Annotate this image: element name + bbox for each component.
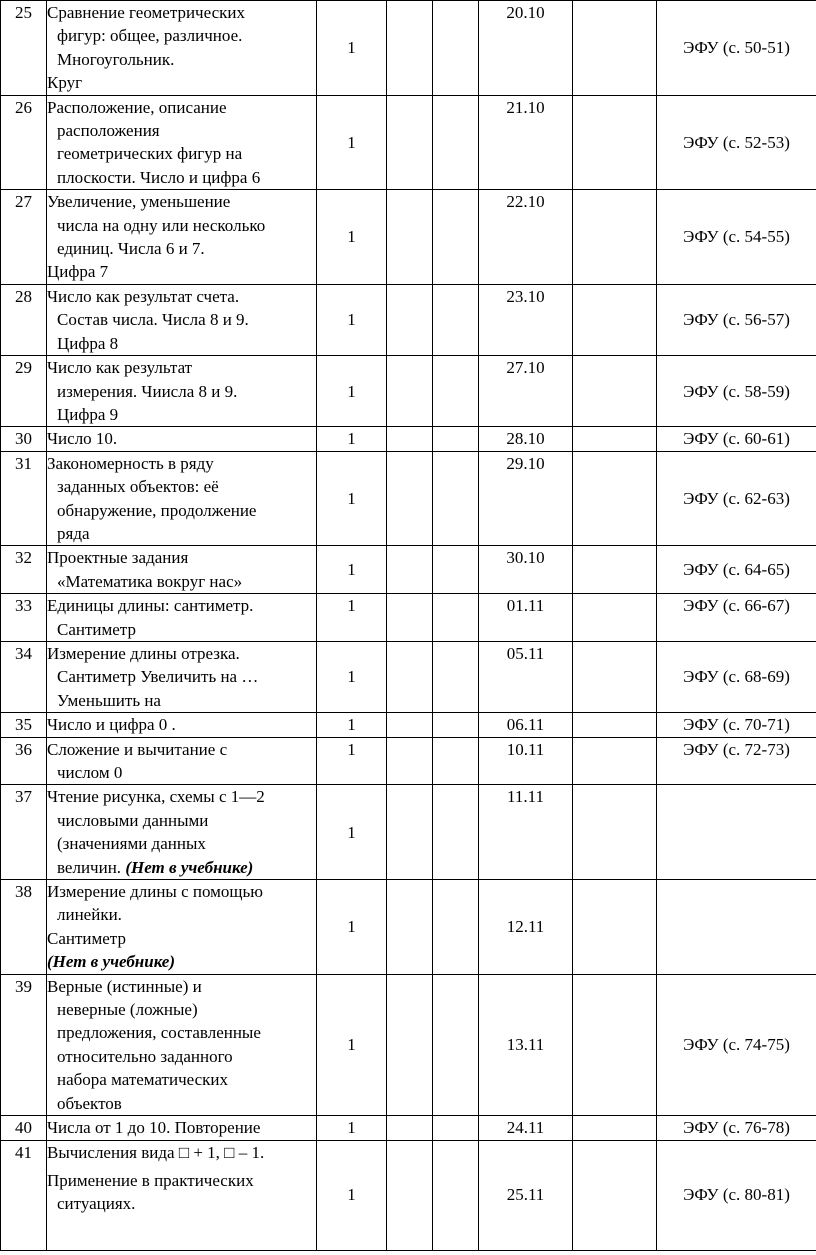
topic-line xyxy=(47,48,316,71)
empty-cell xyxy=(387,546,433,594)
lesson-number: 28 xyxy=(1,284,47,355)
lesson-hours: 1 xyxy=(317,356,387,427)
digital-resource: ЭФУ (с. 60-61) xyxy=(657,427,816,451)
topic-line xyxy=(47,594,316,617)
lesson-topic xyxy=(47,427,317,451)
empty-cell xyxy=(573,1140,657,1250)
empty-cell xyxy=(573,427,657,451)
topic-text: числа на одну или несколько xyxy=(57,215,266,235)
lesson-hours: 1 xyxy=(317,1116,387,1140)
topic-line xyxy=(47,24,316,47)
lesson-date: 20.10 xyxy=(479,1,573,96)
topic-text: Уменьшить на xyxy=(57,690,161,710)
topic-text: единиц. Числа 6 и 7. xyxy=(57,239,205,259)
table-row xyxy=(1,785,816,880)
topic-line xyxy=(47,403,316,426)
lesson-topic xyxy=(47,594,317,642)
empty-cell xyxy=(387,1,433,96)
topic-line xyxy=(47,166,316,189)
topic-line xyxy=(47,856,316,879)
table-row xyxy=(1,1140,816,1250)
topic-line xyxy=(47,1092,316,1115)
lesson-topic xyxy=(47,974,317,1115)
topic-text: Числа от 1 до 10. Повторение xyxy=(47,1118,261,1138)
topic-line xyxy=(47,119,316,142)
lesson-hours: 1 xyxy=(317,427,387,451)
digital-resource: ЭФУ (с. 50-51) xyxy=(657,1,816,96)
empty-cell xyxy=(573,284,657,355)
topic-text: неверные (ложные) xyxy=(57,1000,198,1020)
topic-line xyxy=(47,1045,316,1068)
topic-text: фигур: общее, различное. xyxy=(57,26,243,46)
lesson-number: 39 xyxy=(1,974,47,1115)
lesson-date: 22.10 xyxy=(479,190,573,285)
lesson-number: 30 xyxy=(1,427,47,451)
topic-text: Сантиметр xyxy=(47,928,126,948)
digital-resource: ЭФУ (с. 76-78) xyxy=(657,1116,816,1140)
empty-cell xyxy=(387,713,433,737)
topic-text: Применение в практических xyxy=(47,1170,254,1190)
empty-cell xyxy=(573,785,657,880)
table-row xyxy=(1,594,816,642)
table-body xyxy=(1,1,816,1251)
digital-resource: ЭФУ (с. 80-81) xyxy=(657,1140,816,1250)
topic-line xyxy=(47,332,316,355)
topic-line xyxy=(47,96,316,119)
topic-line xyxy=(47,356,316,379)
lesson-date: 11.11 xyxy=(479,785,573,880)
lesson-topic xyxy=(47,451,317,546)
topic-text: Увеличение, уменьшение xyxy=(47,192,231,212)
topic-line xyxy=(47,475,316,498)
lesson-topic xyxy=(47,95,317,190)
topic-line xyxy=(47,618,316,641)
lesson-topic xyxy=(47,737,317,785)
empty-cell xyxy=(387,785,433,880)
topic-text: предложения, составленные xyxy=(57,1023,261,1043)
lesson-number: 31 xyxy=(1,451,47,546)
digital-resource: ЭФУ (с. 52-53) xyxy=(657,95,816,190)
topic-text: Многоугольник. xyxy=(57,49,175,69)
not-in-textbook-note: (Нет в учебнике) xyxy=(125,857,254,877)
topic-text: измерения. Чиисла 8 и 9. xyxy=(57,381,238,401)
lesson-topic xyxy=(47,880,317,975)
empty-cell xyxy=(433,974,479,1115)
topic-line xyxy=(47,237,316,260)
digital-resource: ЭФУ (с. 74-75) xyxy=(657,974,816,1115)
lesson-date: 24.11 xyxy=(479,1116,573,1140)
topic-text: линейки. xyxy=(57,905,122,925)
lesson-topic xyxy=(47,1140,317,1250)
topic-line xyxy=(47,308,316,331)
lesson-hours: 1 xyxy=(317,284,387,355)
empty-cell xyxy=(433,451,479,546)
topic-text: числовыми данными xyxy=(57,810,209,830)
topic-line xyxy=(47,285,316,308)
topic-line xyxy=(47,642,316,665)
table-row xyxy=(1,427,816,451)
empty-cell xyxy=(433,594,479,642)
topic-text: «Математика вокруг нас» xyxy=(57,571,243,591)
empty-cell xyxy=(573,546,657,594)
digital-resource xyxy=(657,785,816,880)
topic-text: Цифра 7 xyxy=(47,262,109,282)
topic-line xyxy=(47,1141,316,1164)
lesson-number: 26 xyxy=(1,95,47,190)
empty-cell xyxy=(573,451,657,546)
topic-text: Состав числа. Числа 8 и 9. xyxy=(57,310,249,330)
topic-line xyxy=(47,1021,316,1044)
topic-line xyxy=(47,499,316,522)
topic-text: Круг xyxy=(47,73,83,93)
empty-cell xyxy=(433,737,479,785)
not-in-textbook-note: (Нет в учебнике) xyxy=(47,952,176,972)
lesson-date: 10.11 xyxy=(479,737,573,785)
empty-cell xyxy=(573,641,657,712)
empty-cell xyxy=(387,737,433,785)
empty-cell xyxy=(573,95,657,190)
lesson-number: 32 xyxy=(1,546,47,594)
lesson-hours: 1 xyxy=(317,451,387,546)
topic-line xyxy=(47,761,316,784)
lesson-date: 25.11 xyxy=(479,1140,573,1250)
topic-text: величин. xyxy=(57,857,126,877)
digital-resource: ЭФУ (с. 58-59) xyxy=(657,356,816,427)
empty-cell xyxy=(433,713,479,737)
empty-cell xyxy=(573,737,657,785)
table-row xyxy=(1,880,816,975)
table-row xyxy=(1,190,816,285)
lesson-topic xyxy=(47,190,317,285)
topic-text: геометрических фигур на xyxy=(57,144,243,164)
lesson-topic xyxy=(47,284,317,355)
lesson-topic xyxy=(47,356,317,427)
lesson-topic xyxy=(47,785,317,880)
lesson-hours: 1 xyxy=(317,594,387,642)
empty-cell xyxy=(433,1,479,96)
topic-line xyxy=(47,832,316,855)
lesson-hours: 1 xyxy=(317,1140,387,1250)
lesson-number: 40 xyxy=(1,1116,47,1140)
empty-cell xyxy=(387,641,433,712)
empty-cell xyxy=(387,284,433,355)
digital-resource: ЭФУ (с. 54-55) xyxy=(657,190,816,285)
topic-line xyxy=(47,785,316,808)
topic-line xyxy=(47,1169,316,1192)
digital-resource: ЭФУ (с. 68-69) xyxy=(657,641,816,712)
topic-text: ситуациях. xyxy=(57,1194,136,1214)
lesson-hours: 1 xyxy=(317,713,387,737)
empty-cell xyxy=(433,785,479,880)
empty-cell xyxy=(433,546,479,594)
topic-line xyxy=(47,927,316,950)
empty-cell xyxy=(387,427,433,451)
digital-resource: ЭФУ (с. 64-65) xyxy=(657,546,816,594)
empty-cell xyxy=(433,641,479,712)
lesson-number: 35 xyxy=(1,713,47,737)
table-row xyxy=(1,546,816,594)
topic-text: Число как результат счета. xyxy=(47,286,240,306)
lesson-number: 38 xyxy=(1,880,47,975)
lesson-date: 30.10 xyxy=(479,546,573,594)
topic-line xyxy=(47,809,316,832)
topic-line xyxy=(47,665,316,688)
lesson-topic xyxy=(47,641,317,712)
topic-line xyxy=(47,522,316,545)
empty-cell xyxy=(387,190,433,285)
empty-cell xyxy=(387,594,433,642)
topic-text: плоскости. Число и цифра 6 xyxy=(57,167,261,187)
topic-text: заданных объектов: её xyxy=(57,477,219,497)
empty-cell xyxy=(573,880,657,975)
lesson-topic xyxy=(47,1116,317,1140)
lesson-number: 29 xyxy=(1,356,47,427)
empty-cell xyxy=(573,974,657,1115)
empty-cell xyxy=(433,1116,479,1140)
topic-line xyxy=(47,214,316,237)
lesson-number: 27 xyxy=(1,190,47,285)
topic-text: Закономерность в ряду xyxy=(47,453,214,473)
lesson-hours: 1 xyxy=(317,190,387,285)
topic-text: Сантиметр xyxy=(57,619,136,639)
empty-cell xyxy=(387,356,433,427)
lesson-hours: 1 xyxy=(317,880,387,975)
lesson-number: 36 xyxy=(1,737,47,785)
empty-cell xyxy=(387,1140,433,1250)
topic-line xyxy=(47,689,316,712)
lesson-number: 34 xyxy=(1,641,47,712)
digital-resource xyxy=(657,880,816,975)
table-row xyxy=(1,356,816,427)
topic-text: обнаружение, продолжение xyxy=(57,500,257,520)
empty-cell xyxy=(573,356,657,427)
empty-cell xyxy=(387,451,433,546)
topic-line xyxy=(47,546,316,569)
topic-line xyxy=(47,950,316,973)
topic-line xyxy=(47,1,316,24)
lesson-date: 13.11 xyxy=(479,974,573,1115)
topic-text: Измерение длины с помощью xyxy=(47,882,263,902)
lesson-date: 01.11 xyxy=(479,594,573,642)
lesson-number: 33 xyxy=(1,594,47,642)
table-row xyxy=(1,1116,816,1140)
topic-text: Сравнение геометрических xyxy=(47,3,245,22)
topic-line xyxy=(47,903,316,926)
topic-line xyxy=(47,880,316,903)
digital-resource: ЭФУ (с. 66-67) xyxy=(657,594,816,642)
topic-line xyxy=(47,260,316,283)
lesson-topic xyxy=(47,1,317,96)
empty-cell xyxy=(387,95,433,190)
lesson-hours: 1 xyxy=(317,1,387,96)
topic-text: набора математических xyxy=(57,1070,229,1090)
topic-text: Единицы длины: сантиметр. xyxy=(47,596,254,616)
topic-line xyxy=(47,452,316,475)
lesson-date: 05.11 xyxy=(479,641,573,712)
digital-resource: ЭФУ (с. 56-57) xyxy=(657,284,816,355)
topic-line xyxy=(47,713,316,736)
table-row xyxy=(1,737,816,785)
lesson-hours: 1 xyxy=(317,95,387,190)
lesson-hours: 1 xyxy=(317,785,387,880)
topic-text: относительно заданного xyxy=(57,1046,233,1066)
topic-text: расположения xyxy=(57,121,160,141)
empty-cell xyxy=(433,427,479,451)
empty-cell xyxy=(387,974,433,1115)
topic-text: Вычисления вида □ + 1, □ – 1. xyxy=(47,1142,265,1162)
topic-text: ряда xyxy=(57,523,90,543)
lesson-date: 27.10 xyxy=(479,356,573,427)
topic-text: Измерение длины отрезка. xyxy=(47,643,240,663)
empty-cell xyxy=(573,1,657,96)
lesson-date: 29.10 xyxy=(479,451,573,546)
topic-text: Цифра 9 xyxy=(57,404,119,424)
topic-line xyxy=(47,998,316,1021)
empty-cell xyxy=(433,1140,479,1250)
topic-line xyxy=(47,738,316,761)
topic-line xyxy=(47,427,316,450)
topic-line xyxy=(47,1116,316,1139)
topic-text: числом 0 xyxy=(57,763,123,782)
topic-line xyxy=(47,190,316,213)
empty-cell xyxy=(433,284,479,355)
topic-line xyxy=(47,71,316,94)
digital-resource: ЭФУ (с. 72-73) xyxy=(657,737,816,785)
topic-text: Расположение, описание xyxy=(47,97,227,117)
lesson-hours: 1 xyxy=(317,737,387,785)
topic-text: Число и цифра 0 . xyxy=(47,715,176,735)
topic-line xyxy=(47,1068,316,1091)
topic-text: Чтение рисунка, схемы с 1—2 xyxy=(47,787,265,807)
topic-text: Сложение и вычитание с xyxy=(47,739,228,759)
empty-cell xyxy=(433,190,479,285)
table-row xyxy=(1,713,816,737)
digital-resource: ЭФУ (с. 70-71) xyxy=(657,713,816,737)
empty-cell xyxy=(387,1116,433,1140)
table-row xyxy=(1,451,816,546)
topic-text: Сантиметр Увеличить на … xyxy=(57,667,259,687)
table-row xyxy=(1,95,816,190)
topic-line xyxy=(47,1192,316,1215)
empty-cell xyxy=(573,190,657,285)
empty-cell xyxy=(433,356,479,427)
topic-text: Число 10. xyxy=(47,429,118,449)
lesson-date: 23.10 xyxy=(479,284,573,355)
lesson-number: 25 xyxy=(1,1,47,96)
lesson-date: 12.11 xyxy=(479,880,573,975)
lesson-hours: 1 xyxy=(317,546,387,594)
lesson-hours: 1 xyxy=(317,641,387,712)
lesson-number: 37 xyxy=(1,785,47,880)
topic-line xyxy=(47,570,316,593)
topic-text: Цифра 8 xyxy=(57,333,119,353)
empty-cell xyxy=(573,713,657,737)
empty-cell xyxy=(573,1116,657,1140)
lesson-date: 06.11 xyxy=(479,713,573,737)
lesson-date: 28.10 xyxy=(479,427,573,451)
topic-text: Проектные задания xyxy=(47,548,189,568)
table-row xyxy=(1,974,816,1115)
lesson-date: 21.10 xyxy=(479,95,573,190)
topic-text: Верные (истинные) и xyxy=(47,976,202,996)
lesson-number: 41 xyxy=(1,1140,47,1250)
lesson-topic xyxy=(47,713,317,737)
topic-line xyxy=(47,975,316,998)
topic-line xyxy=(47,142,316,165)
topic-text: (значениями данных xyxy=(57,834,206,854)
table-row xyxy=(1,1,816,96)
empty-cell xyxy=(387,880,433,975)
topic-text: объектов xyxy=(57,1093,122,1113)
table-row xyxy=(1,284,816,355)
empty-cell xyxy=(433,880,479,975)
digital-resource: ЭФУ (с. 62-63) xyxy=(657,451,816,546)
empty-cell xyxy=(433,95,479,190)
lesson-hours: 1 xyxy=(317,974,387,1115)
table-row xyxy=(1,641,816,712)
topic-line xyxy=(47,380,316,403)
empty-cell xyxy=(573,594,657,642)
topic-text: Число как результат xyxy=(47,358,193,378)
lesson-topic xyxy=(47,546,317,594)
